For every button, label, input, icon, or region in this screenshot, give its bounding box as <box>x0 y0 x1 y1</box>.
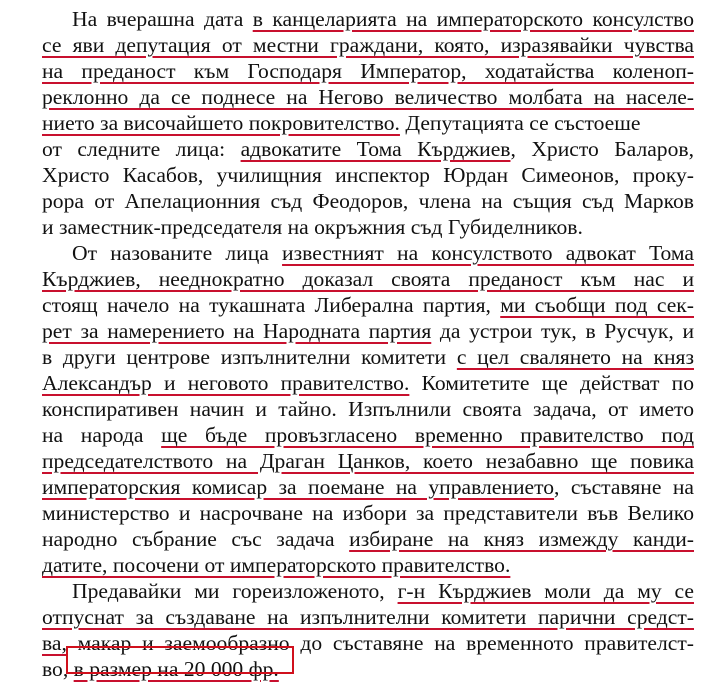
underlined-text: в канцеларията на императорското консулство <box>252 7 694 31</box>
text-segment: , Христо Баларов, <box>510 137 694 161</box>
underlined-text: адвокатите Тома Кърджиев <box>240 137 511 161</box>
text-segment: в други центрове изпълнителни комитети <box>42 345 457 369</box>
text-segment: макар и заемообразно до съставяне на временното правителст- <box>66 631 694 655</box>
text-line <box>42 500 694 527</box>
highlight-box <box>66 646 294 674</box>
underlined-text: известният на консулството адвокат Тома <box>282 241 695 265</box>
text-line <box>42 110 694 137</box>
text-segment: от следните лица: <box>42 137 241 161</box>
underlined-text: датите, посочени от императорското правителство. <box>42 553 511 577</box>
text-line <box>72 240 694 267</box>
text-line <box>42 162 694 189</box>
text-segment: во, <box>42 657 74 681</box>
text-line <box>42 396 694 423</box>
underlined-text: г-н Кърджиев моли да му се <box>397 579 694 603</box>
text-segment: рора от Апелационния съд Феодоров, члена на същия съд Марков <box>42 189 694 213</box>
text-line <box>42 136 694 163</box>
text-segment: Предавайки ми гореизложеното, <box>72 579 398 603</box>
text-segment: , съставяне на <box>554 475 694 499</box>
underlined-text: Александър и неговото правителство. <box>42 371 410 395</box>
underlined-text: реклонно да се поднесе на Негово величество молбата на населе- <box>42 85 694 109</box>
text-line <box>42 552 694 579</box>
underlined-text: ва, <box>42 631 67 655</box>
text-line <box>42 448 694 475</box>
text-line <box>42 604 694 631</box>
text-line <box>42 292 694 319</box>
text-line <box>72 578 694 605</box>
underlined-text: на преданост към Господаря Император, ходатайства коленоп- <box>42 59 694 83</box>
text-line <box>42 370 694 397</box>
text-segment: народно събрание със задача <box>42 527 350 551</box>
underlined-text: в размер на 20 000 фр. <box>73 657 279 681</box>
text-line <box>42 266 694 293</box>
text-segment: Комитетите ще действат по <box>409 371 694 395</box>
text-segment: да устрои тук, в Русчук, и <box>431 319 694 343</box>
text-segment: и заместник-председателя на окръжния съд Губиделников. <box>42 215 583 239</box>
text-line <box>72 6 694 33</box>
text-segment: конспиративен начин и тайно. Изпълнили своята задача, от името <box>42 397 694 421</box>
underlined-text: ми съобщи под сек- <box>500 293 694 317</box>
underlined-text: нието за височайшето покровителство. <box>42 111 400 135</box>
text-segment: Христо Касабов, училищния инспектор Юрдан Симеонов, проку- <box>42 163 694 187</box>
text-segment: стоящ начело на тукашната Либерална партия, <box>42 293 501 317</box>
underlined-text: се яви депутация от местни граждани, която, изразявайки чувства <box>42 33 694 57</box>
text-line <box>42 58 694 85</box>
text-line <box>42 84 694 111</box>
text-line <box>42 344 694 371</box>
text-segment: Депутацията се състоеше <box>399 111 641 135</box>
text-line <box>42 422 694 449</box>
underlined-text: избиране на княз измежду канди- <box>349 527 694 551</box>
text-line <box>42 474 694 501</box>
text-segment: на народа <box>42 423 162 447</box>
text-segment: На вчерашна дата <box>72 7 253 31</box>
text-line <box>42 526 694 553</box>
underlined-text: ще бъде провъзгласено временно правителство под <box>161 423 694 447</box>
text-line <box>42 32 694 59</box>
underlined-text: рет за намерението на Народната партия <box>42 319 432 343</box>
underlined-text: с цел свалянето на княз <box>456 345 694 369</box>
text-line <box>42 318 694 345</box>
underlined-text: императорския комисар за поемане на управлението <box>42 475 555 499</box>
text-line <box>42 214 694 241</box>
text-segment: От назованите лица <box>72 241 283 265</box>
underlined-text: Кърджиев, нееднократно доказал своята преданост към нас и <box>42 267 694 291</box>
underlined-text: председателството на Драган Цанков, което незабавно ще повика <box>42 449 694 473</box>
underlined-text: отпуснат за създаване на изпълнителни комитети парични средст- <box>42 605 694 629</box>
text-line <box>42 188 694 215</box>
text-segment: министерство и насрочване на избори за представители във Велико <box>42 501 694 525</box>
